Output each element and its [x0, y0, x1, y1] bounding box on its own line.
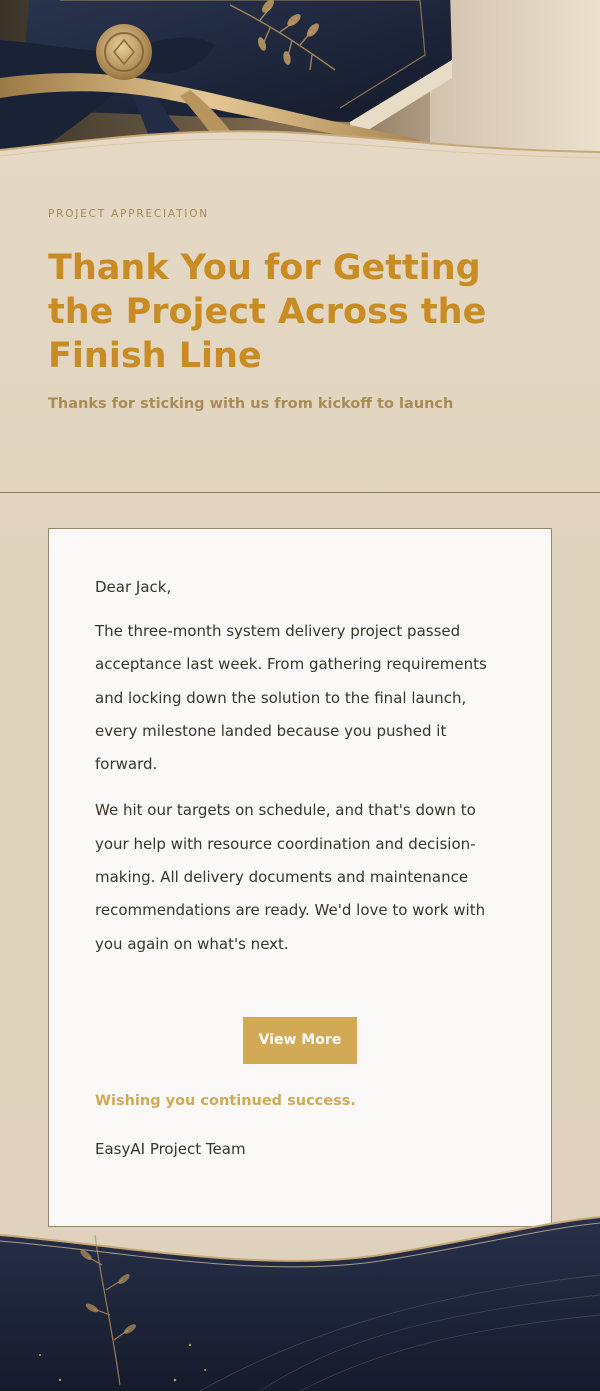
page-title: Thank You for Getting the Project Across the Finish Line — [48, 248, 487, 376]
letter-card — [48, 528, 552, 1227]
letter-greeting: Dear Jack, — [95, 578, 172, 596]
footer-decoration — [0, 1195, 600, 1391]
view-more-button[interactable]: View More — [243, 1017, 357, 1064]
letter-body — [95, 575, 509, 974]
cta-wrapper — [49, 1017, 551, 1064]
page-subtitle: Thanks for sticking with us from kickoff to launch — [48, 396, 454, 412]
letter-closing: Wishing you continued success. — [95, 1093, 356, 1109]
gift-box-illustration — [0, 0, 600, 175]
section-divider — [0, 492, 600, 493]
letter-signature: EasyAI Project Team — [95, 1140, 246, 1158]
letter-paragraph: The three-month system delivery project passed acceptance last week. From gathering requirements and locking down the solution to the final launch, every milestone landed because you pushed it forward. — [95, 622, 487, 774]
letter-paragraph: We hit our targets on schedule, and that's down to your help with resource coordination and decision-making. All delivery documents and maintenance recommendations are ready. We'd love to work with you again on what's next. — [95, 801, 486, 953]
eyebrow-label: PROJECT APPRECIATION — [48, 208, 209, 220]
hero-banner — [0, 0, 600, 175]
navy-wave-illustration — [0, 1195, 600, 1391]
